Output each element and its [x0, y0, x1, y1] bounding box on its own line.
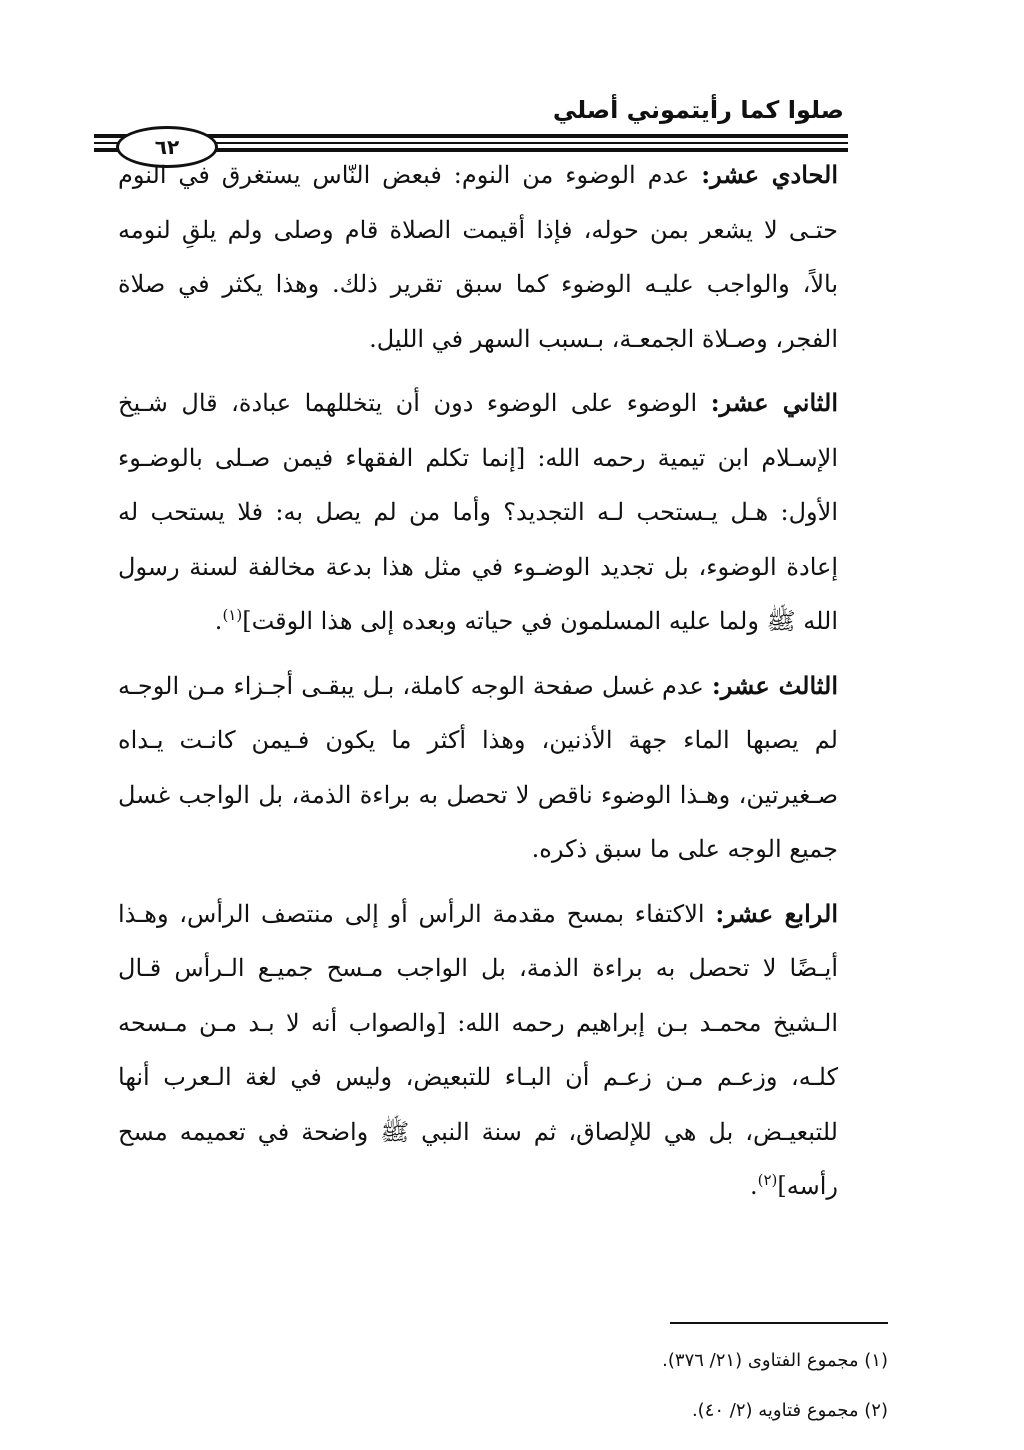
footnote-item: (١) مجموع الفتاوى (٢١/ ٣٧٦). — [662, 1350, 888, 1371]
paragraph-lead: الثالث عشر: — [711, 670, 838, 700]
footnote-ref[interactable]: (١) — [222, 606, 243, 624]
paragraph-lead: الثاني عشر: — [710, 388, 838, 417]
paragraph-text: الوضوء على الوضوء دون أن يتخللهما عبادة، قال شـيخ الإسـلام ابن تيمية رحمه الله: [إنما تكلم الفقهاء فيمن صـلى بالوضـوء الأول: هـل يـستحب لـه التجديد؟ وأما من لم يصل به: فلا يستحب له إعادة الوضوء، بل تجديد الوضـوء في مثل هذا بدعة مخالفة لسنة رسول الله ﷺ ولما عليه المسلمون في حياته وبعده إلى هذا الوقت] — [118, 389, 838, 635]
paragraph-thirteenth — [118, 659, 838, 877]
running-title: صلوا كما رأيتموني أصلي — [552, 96, 844, 124]
paragraph-lead: الحادي عشر: — [701, 160, 838, 189]
paragraph-tail: . — [749, 1172, 758, 1200]
paragraph-text: الاكتفاء بمسح مقدمة الرأس أو إلى منتصف الرأس، وهـذا أيـضًا لا تحصل به براءة الذمة، بل الواجب مـسح جميـع الـرأس قـال الـشيخ محمـد بـن إبراهيم رحمه الله: [والصواب أنه لا بـد مـن مـسحه كلـه، وزعـم مـن زعـم أن البـاء للتبعيض، وليس في لغة الـعرب أنها للتبعيـض، بل هي للإلصاق، ثم سنة النبي ﷺ واضحة في تعميمه مسح رأسه] — [118, 899, 838, 1200]
footnote-separator — [670, 1322, 888, 1324]
paragraph-lead: الرابع عشر: — [715, 898, 838, 928]
footnote-ref[interactable]: (٢) — [757, 1171, 778, 1189]
paragraph-eleventh — [118, 148, 838, 366]
paragraph-tail: . — [214, 607, 223, 635]
paragraph-text: عدم الوضوء من النوم: فبعض النّاس يستغرق في النوم حتـى لا يشعر بمن حوله، فإذا أقيمت الصلاة قام وصلى ولم يلقِ لنومه بالاً، والواجب عليـه الوضوء كما سبق تقرير ذلك. وهذا يكثر في صلاة الفجر، وصـلاة الجمعـة، بـسبب السهر في الليل. — [118, 161, 838, 353]
body-text — [118, 148, 838, 1224]
paragraph-text: عدم غسل صفحة الوجه كاملة، بـل يبقـى أجـزاء مـن الوجـه لم يصبها الماء جهة الأذنين، وهذا أكثر ما يكون فـيمن كانـت يـداه صـغيرتين، وهـذا الوضوء ناقص لا تحصل به براءة الذمة، بل الواجب غسل جميع الوجه على ما سبق ذكره. — [118, 671, 838, 863]
paragraph-fourteenth — [118, 887, 838, 1214]
page-number: ٦٢ — [116, 126, 218, 168]
paragraph-twelfth — [118, 376, 838, 649]
footnote-item: (٢) مجموع فتاويه (٢/ ٤٠). — [691, 1400, 888, 1421]
footnotes — [468, 1336, 888, 1436]
